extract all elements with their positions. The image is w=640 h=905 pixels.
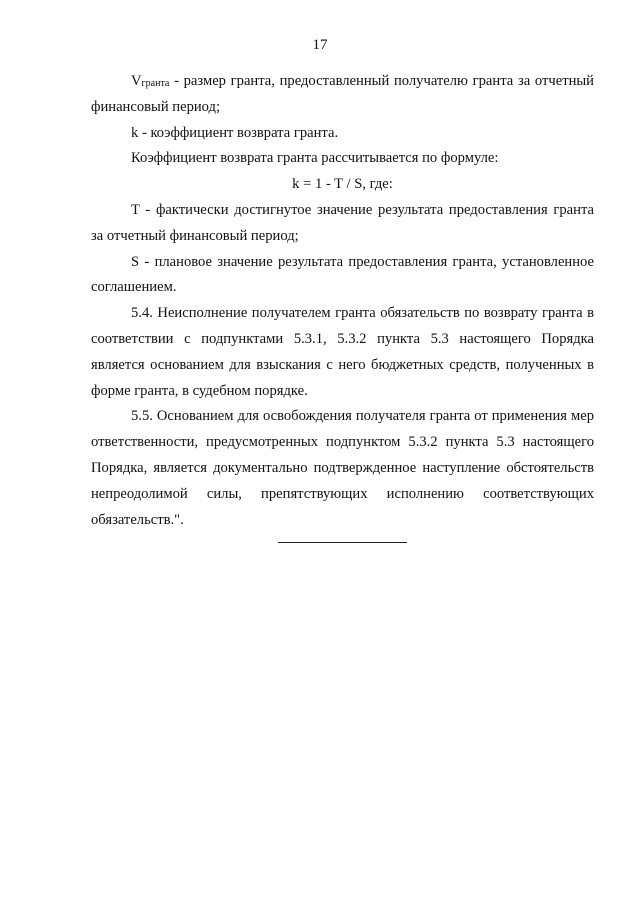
paragraph-s-definition: S - плановое значение результата предоставления гранта, установленное соглашением. <box>91 253 594 296</box>
end-separator-line <box>278 542 407 543</box>
document-body <box>91 69 594 533</box>
paragraph-k-definition: k - коэффициент возврата гранта. <box>131 124 339 141</box>
paragraph-clause-5-5: 5.5. Основанием для освобождения получателя гранта от применения мер ответственности, предусмотренных подпунктом 5.3.2 пункта 5.3 настоящего Порядка, является документально подтвержденное наступление обстоятельств непреодолимой силы, препятствующих исполнению соответствующих обязательств.". <box>91 408 594 528</box>
v-symbol: V <box>131 73 142 89</box>
formula: k = 1 - T / S, где: <box>292 176 393 193</box>
paragraph-formula-intro: Коэффициент возврата гранта рассчитывается по формуле: <box>131 150 499 167</box>
paragraph-clause-5-4: 5.4. Неисполнение получателем гранта обязательств по возврату гранта в соответствии с подпунктами 5.3.1, 5.3.2 пункта 5.3 настоящего Порядка является основанием для взыскания с него бюджетных средств, полученных в форме гранта, в судебном порядке. <box>91 305 594 399</box>
v-definition-text: - размер гранта, предоставленный получателю гранта за отчетный финансовый период; <box>91 73 594 115</box>
paragraph-v-definition <box>91 69 594 121</box>
v-subscript: гранта <box>141 78 170 89</box>
page-number: 17 <box>312 37 328 53</box>
paragraph-t-definition: T - фактически достигнутое значение результата предоставления гранта за отчетный финансовый период; <box>91 201 594 244</box>
